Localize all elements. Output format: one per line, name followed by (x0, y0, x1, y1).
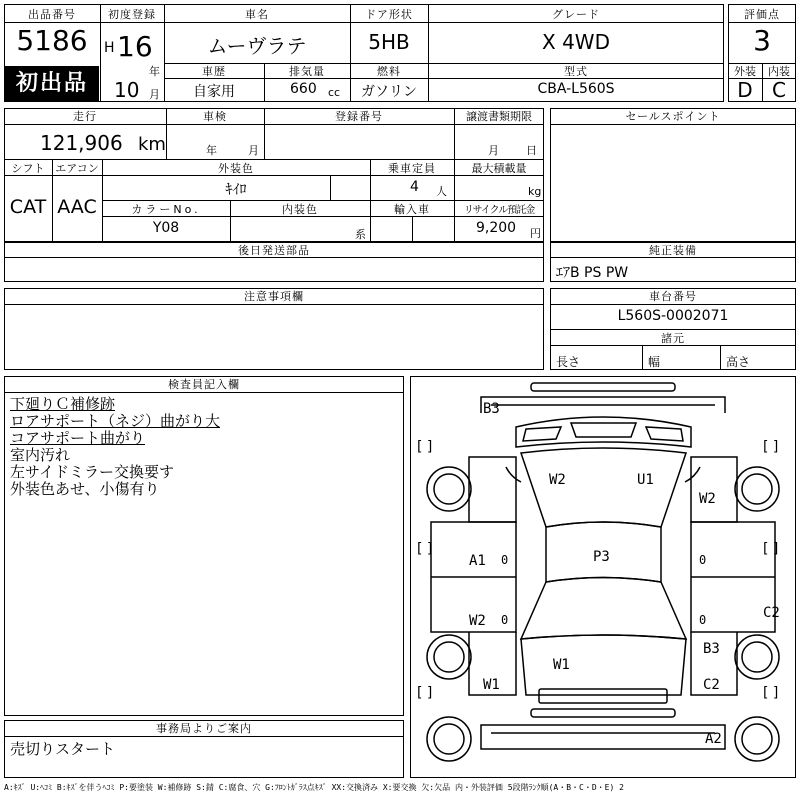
transfer-day-unit: 日 (526, 144, 537, 157)
int-color-unit: 系 (355, 228, 366, 241)
later-parts-label: 後日発送部品 (238, 244, 310, 257)
chassis-number: L560S-0002071 (617, 308, 729, 324)
interior-grade: C (772, 78, 786, 102)
first-reg-era: H (104, 40, 115, 56)
first-reg-year: 16 (117, 30, 153, 63)
sales-point-block (550, 108, 796, 242)
dims-label: 諸元 (661, 332, 685, 345)
office-title: 事務局よりご案内 (156, 722, 252, 735)
model-code: CBA-L560S (537, 81, 615, 97)
inspection-year-unit: 年 (206, 144, 217, 157)
first-reg-label: 初度登録 (108, 8, 156, 21)
overall-score: 3 (753, 24, 771, 57)
shift-label: シフト (11, 162, 45, 175)
ext-color: ｷｲﾛ (225, 182, 247, 198)
genuine-label: 純正装備 (649, 244, 697, 257)
interior-label: 内装 (768, 65, 790, 78)
mileage-unit: km (138, 134, 166, 155)
transfer-month-unit: 月 (488, 144, 499, 157)
mark-b3-top: B3 (483, 401, 500, 417)
displacement: 660 (290, 81, 317, 97)
inspection-label: 車検 (203, 110, 227, 123)
mark-b3-low: B3 (703, 641, 720, 657)
capacity-label: 乗車定員 (388, 162, 436, 175)
mark-w2-left: W2 (469, 613, 486, 629)
mark-zero: 0 (699, 553, 707, 567)
capacity-unit: 人 (436, 185, 447, 198)
mark-w2-right: W2 (699, 491, 716, 507)
grade-label: グレード (552, 8, 600, 21)
inspector-note: 室内汚れ (10, 446, 71, 464)
month-unit: 月 (149, 88, 160, 101)
load-label: 最大積載量 (471, 162, 527, 175)
mileage-label: 走行 (73, 110, 97, 123)
listing-no-label: 出品番号 (28, 8, 76, 21)
mark-zero: 0 (501, 553, 509, 567)
office-message: 売切りスタート (10, 740, 116, 758)
mark-w1-left: W1 (483, 677, 500, 693)
inspector-notes (10, 396, 220, 498)
car-name-label: 車名 (245, 8, 269, 21)
genuine-equipment: ｴｱB PS PW (556, 265, 629, 281)
inspector-note: コアサポート曲がり (10, 429, 146, 447)
car-diagram: [ ] [ ] [ ] [ ] [ ] [ ] B3 W2 U1 W2 A1 0 P3 0 W2 0 0 C2 B3 W1 W1 C2 A2 (410, 376, 796, 778)
mark-zero: 0 (501, 613, 509, 627)
exterior-label: 外装 (734, 65, 756, 78)
first-reg-month: 10 (114, 78, 140, 102)
ac-label: エアコン (55, 162, 99, 175)
mileage: 121,906 (40, 131, 123, 155)
car-outline (411, 377, 795, 777)
int-color-label: 内装色 (282, 203, 318, 216)
length-label: 長さ (556, 355, 581, 369)
door-label: ドア形状 (365, 8, 413, 21)
exterior-grade: D (737, 78, 753, 102)
fuel: ガソリン (361, 84, 417, 100)
grade: X 4WD (542, 30, 610, 54)
displacement-label: 排気量 (289, 65, 325, 78)
car-name: ムーヴラテ (207, 34, 307, 58)
mark-w2-mid: W2 (549, 472, 566, 488)
ext-color-label: 外装色 (218, 162, 254, 175)
recycle-unit: 円 (530, 227, 541, 240)
damage-legend: A:ｷｽﾞ U:ﾍｺﾐ B:ｷｽﾞを伴うﾍｺﾐ P:要塗装 W:補修跡 S:錆 C:腐食、穴 G:ﾌﾛﾝﾄｶﾞﾗｽ点ｷｽﾞ XX:交換済み X:要交換 欠:欠品 内・外装評価 5段階ﾗﾝｸ順(A・B・C・D・E) 2 (4, 783, 624, 792)
reg-no-label: 登録番号 (335, 110, 383, 123)
mark-w1-mid: W1 (553, 657, 570, 673)
ac-type: AAC (57, 196, 97, 218)
mark-p3: P3 (593, 549, 610, 565)
inspection-month-unit: 月 (248, 144, 259, 157)
transfer-label: 譲渡書類期限 (466, 110, 532, 123)
mark-zero: 0 (699, 613, 707, 627)
color-no: Y08 (152, 220, 180, 236)
fuel-label: 燃料 (377, 65, 401, 78)
history: 自家用 (193, 84, 235, 100)
inspector-note: 下廻りＣ補修跡 (10, 395, 116, 413)
inspector-note: 外装色あせ、小傷有り (10, 480, 160, 498)
import-label: 輸入車 (394, 203, 430, 216)
capacity: 4 (410, 179, 419, 195)
mark-c2-right: C2 (763, 605, 780, 621)
shift: CAT (9, 196, 47, 218)
height-label: 高さ (726, 355, 751, 369)
inspector-note: 左サイドミラー交換要す (10, 463, 174, 481)
mark-c2-low: C2 (703, 677, 720, 693)
displacement-unit: cc (328, 86, 341, 99)
mark-a2: A2 (705, 731, 722, 747)
year-unit: 年 (149, 65, 160, 78)
score-label: 評価点 (744, 8, 780, 21)
chassis-label: 車台番号 (649, 290, 697, 303)
recycle-fee: 9,200 (476, 220, 517, 236)
listing-no: 5186 (16, 24, 88, 57)
notes-label: 注意事項欄 (244, 290, 304, 303)
inspector-title: 検査員記入欄 (168, 378, 240, 391)
model-label: 型式 (564, 65, 588, 78)
history-label: 車歴 (202, 65, 226, 78)
recycle-label: リサイクル預託金 (463, 205, 535, 216)
first-listing-badge: 初出品 (5, 66, 99, 101)
width-label: 幅 (648, 355, 661, 369)
inspector-note: ロアサポート（ネジ）曲がり大 (10, 412, 221, 430)
color-no-label: カラーNo. (131, 203, 201, 216)
mark-u1: U1 (637, 472, 654, 488)
sales-point-label: セールスポイント (625, 110, 721, 123)
door-type: 5HB (368, 30, 410, 54)
load-unit: kg (528, 185, 542, 198)
mark-a1: A1 (469, 553, 486, 569)
